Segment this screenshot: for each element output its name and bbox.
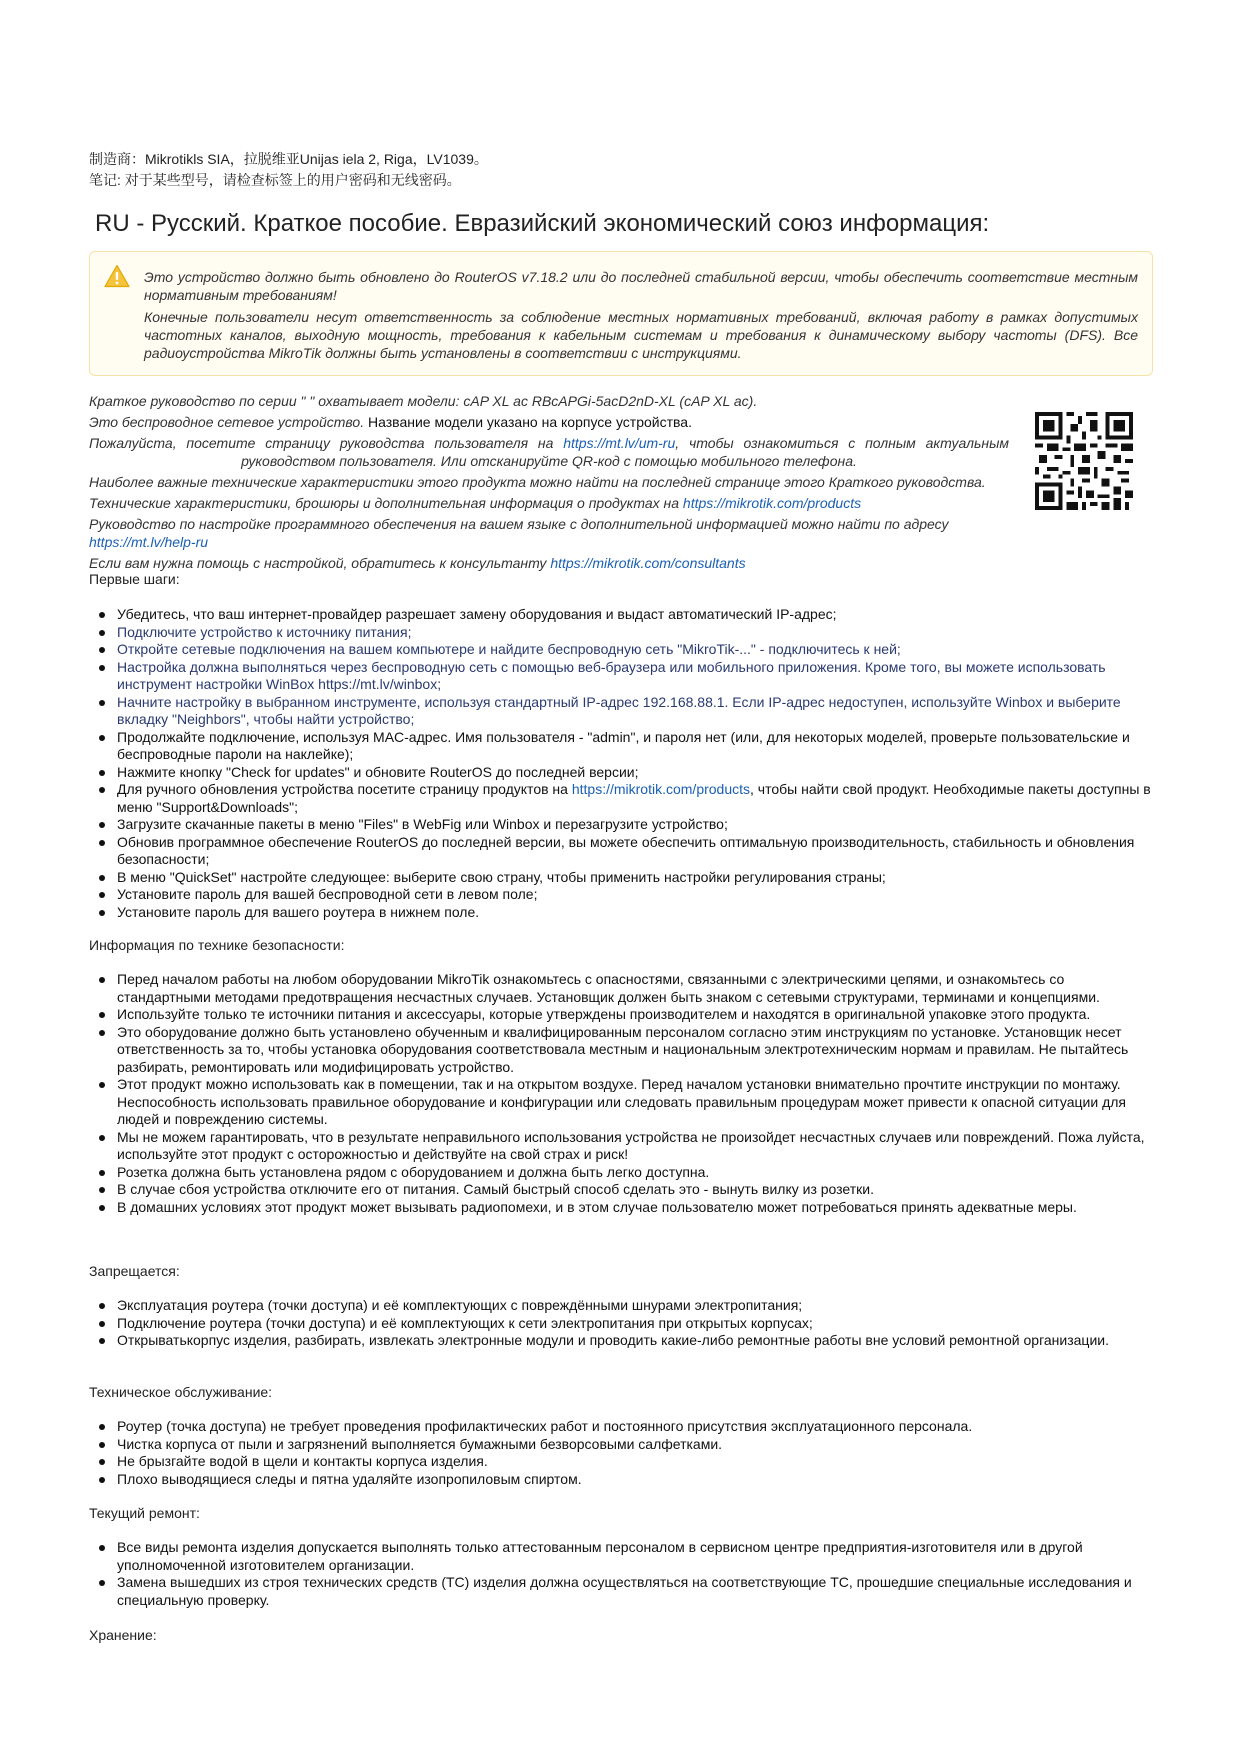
series-note: Краткое руководство по серии " " охватывает модели: cAP XL ac RBcAPGi-5acD2nD-XL (cAP XL ac). bbox=[89, 393, 758, 409]
warning-line-2: Конечные пользователи несут ответственность за соблюдение местных нормативных требований, включая работу в рамках допустимых частотных каналов, выходную мощность, требования к кабельным системам и требования к динамическому выбору частоты (DFS). Все радиоустройства MikroTik должны быть установлены в соответствии с инструкциями. bbox=[144, 309, 1138, 361]
intro-section bbox=[89, 392, 1009, 575]
list-item: Плохо выводящиеся следы и пятна удаляйте изопропиловым спиртом. bbox=[117, 1471, 1154, 1489]
list-item: Обновив программное обеспечение RouterOS до последней версии, вы можете обеспечить оптимальную производительность, стабильность и обновления безопасности; bbox=[117, 834, 1154, 869]
prohibited-heading: Запрещается: bbox=[89, 1263, 180, 1279]
list-item: Все виды ремонта изделия допускается выполнять только аттестованным персоналом в сервисном центре предприятия-изготовителя или в другой уполномоченной изготовителем организации. bbox=[117, 1539, 1154, 1574]
warning-line-1: Это устройство должно быть обновлено до RouterOS v7.18.2 или до последней стабильной версии, чтобы обеспечить соответствие местным нормативным требованиям! bbox=[144, 269, 1138, 303]
list-item: Это оборудование должно быть установлено обученным и квалифицированным персоналом согласно этим инструкциям по установке. Установщик несет ответственность за то, чтобы установка оборудования соответствовала местным и национальным электротехническим нормам и правилам. Не пытайтесь разбирать, ремонтировать или модифицировать устройство. bbox=[117, 1024, 1154, 1077]
first-steps-list bbox=[89, 606, 1154, 921]
list-item: Начните настройку в выбранном инструменте, используя стандартный IP-адрес 192.168.88.1. Если IP-адрес недоступен, используйте Winbox и выберите вкладку "Neighbors", чтобы найти устройство; bbox=[117, 694, 1154, 729]
list-item: Подключение роутера (точки доступа) и её комплектующих к сети электропитания при открытых корпусах; bbox=[117, 1315, 1154, 1333]
device-type-note: Это беспроводное сетевое устройство. Название модели указано на корпусе устройства. bbox=[89, 414, 692, 430]
list-item: Настройка должна выполняться через беспроводную сеть с помощью веб-браузера или мобильного приложения. Кроме того, вы можете использовать инструмент настройки WinBox https://mt.lv/winbox; bbox=[117, 659, 1154, 694]
software-guide-note: Руководство по настройке программного обеспечения на вашем языке с дополнительной информацией можно найти по адресу https://mt.lv/help-ru bbox=[89, 516, 949, 550]
visit-manual-note-line2: руководством пользователя. Или отсканируйте QR-код с помощью мобильного телефона. bbox=[241, 453, 857, 469]
qr-code-icon[interactable] bbox=[1035, 412, 1133, 510]
list-item: В случае сбоя устройства отключите его от питания. Самый быстрый способ сделать это - вынуть вилку из розетки. bbox=[117, 1181, 1154, 1199]
password-note: 笔记: 对于某些型号，请检查标签上的用户密码和无线密码。 bbox=[89, 172, 461, 188]
tech-specs-note: Наиболее важные технические характеристики этого продукта можно найти на последней странице этого Краткого руководства. bbox=[89, 474, 986, 490]
model-name-note: Название модели указано на корпусе устройства. bbox=[368, 414, 692, 430]
warning-text bbox=[144, 268, 1138, 366]
user-manual-link[interactable]: https://mt.lv/um-ru bbox=[563, 435, 676, 451]
repair-heading: Текущий ремонт: bbox=[89, 1505, 200, 1521]
list-item: Роутер (точка доступа) не требует проведения профилактических работ и постоянного присутствия эксплуатационного персонала. bbox=[117, 1418, 1154, 1436]
list-item: Установите пароль для вашего роутера в нижнем поле. bbox=[117, 904, 1154, 922]
warning-panel bbox=[89, 251, 1153, 376]
repair-list bbox=[89, 1539, 1154, 1609]
list-item: Загрузите скачанные пакеты в меню "Files" в WebFig или Winbox и перезагрузите устройство; bbox=[117, 816, 1154, 834]
help-link[interactable]: https://mt.lv/help-ru bbox=[89, 534, 209, 550]
safety-list bbox=[89, 971, 1154, 1216]
manual-update-products-link[interactable]: https://mikrotik.com/products bbox=[571, 781, 751, 797]
maintenance-list bbox=[89, 1418, 1154, 1488]
warning-triangle-icon bbox=[104, 264, 130, 288]
first-steps-heading: Первые шаги: bbox=[89, 571, 180, 587]
page-title: RU - Русский. Краткое пособие. Евразийский экономический союз информация: bbox=[95, 210, 990, 237]
list-item: Продолжайте подключение, используя MAC-адрес. Имя пользователя - "admin", и пароля нет (или, для некоторых моделей, проверьте пользовательские и беспроводные пароли на наклейке); bbox=[117, 729, 1154, 764]
list-item: Убедитесь, что ваш интернет-провайдер разрешает замену оборудования и выдаст автоматический IP-адрес; bbox=[117, 606, 1154, 624]
list-item: Не брызгайте водой в щели и контакты корпуса изделия. bbox=[117, 1453, 1154, 1471]
list-item: В домашних условиях этот продукт может вызывать радиопомехи, и в этом случае пользователю может потребоваться принять адекватные меры. bbox=[117, 1199, 1154, 1217]
list-item: Открыватькорпус изделия, разбирать, извлекать электронные модули и проводить какие-либо ремонтные работы вне условий ремонтной организации. bbox=[117, 1332, 1154, 1350]
prohibited-list bbox=[89, 1297, 1154, 1350]
list-item: Используйте только те источники питания и аксессуары, которые утверждены производителем и находятся в оригинальной упаковке этого продукта. bbox=[117, 1006, 1154, 1024]
list-item: Замена вышедших из строя технических средств (ТС) изделия должна осуществляться на соответствующие ТС, прошедшие специальные исследования и специальную проверку. bbox=[117, 1574, 1154, 1609]
consultant-note: Если вам нужна помощь с настройкой, обратитесь к консультанту https://mikrotik.com/consultants bbox=[89, 555, 746, 571]
list-item: Нажмите кнопку "Check for updates" и обновите RouterOS до последней версии; bbox=[117, 764, 1154, 782]
list-item: Откройте сетевые подключения на вашем компьютере и найдите беспроводную сеть "MikroTik-..." - подключитесь к ней; bbox=[117, 641, 1154, 659]
consultants-link[interactable]: https://mikrotik.com/consultants bbox=[550, 555, 746, 571]
maintenance-heading: Техническое обслуживание: bbox=[89, 1384, 273, 1400]
storage-heading: Хранение: bbox=[89, 1627, 157, 1643]
list-item: Розетка должна быть установлена рядом с оборудованием и должна быть легко доступна. bbox=[117, 1164, 1154, 1182]
list-item: Эксплуатация роутера (точки доступа) и её комплектующих с повреждёнными шнурами электропитания; bbox=[117, 1297, 1154, 1315]
products-link[interactable]: https://mikrotik.com/products bbox=[682, 495, 862, 511]
list-item: Мы не можем гарантировать, что в результате неправильного использования устройства не произойдет несчастных случаев или повреждений. Пожа луйста, используйте этот продукт с осторожностью и действуйте на свой страх и риск! bbox=[117, 1129, 1154, 1164]
safety-heading: Информация по технике безопасности: bbox=[89, 937, 345, 953]
manufacturer-note: 制造商：Mikrotikls SIA，拉脱维亚Unijas iela 2, Riga，LV1039。 bbox=[89, 151, 488, 167]
brochures-note: Технические характеристики, брошюры и дополнительная информация о продуктах на https://mikrotik.com/products bbox=[89, 495, 862, 511]
list-item: Для ручного обновления устройства посетите страницу продуктов на https://mikrotik.com/products, чтобы найти свой продукт. Необходимые пакеты доступны в меню "Support&Downloads"; bbox=[117, 781, 1154, 816]
visit-manual-note: Пожалуйста, посетите страницу руководства пользователя на https://mt.lv/um-ru, чтобы ознакомиться с полным актуальным bbox=[89, 435, 1010, 451]
list-item: Установите пароль для вашей беспроводной сети в левом поле; bbox=[117, 886, 1154, 904]
list-item: Чистка корпуса от пыли и загрязнений выполняется бумажными безворсовыми салфетками. bbox=[117, 1436, 1154, 1454]
list-item: Подключите устройство к источнику питания; bbox=[117, 624, 1154, 642]
list-item: Перед началом работы на любом оборудовании MikroTik ознакомьтесь с опасностями, связанными с электрическими цепями, и ознакомьтесь со стандартными методами предотвращения несчастных случаев. Установщик должен быть знаком с сетевыми структурами, терминами и концепциями. bbox=[117, 971, 1154, 1006]
list-item: Этот продукт можно использовать как в помещении, так и на открытом воздухе. Перед началом установки внимательно прочтите инструкции по монтажу. Неспособность использовать правильное оборудование и конфигурации или следовать правильным процедурам может привести к опасной ситуации для людей и повреждению системы. bbox=[117, 1076, 1154, 1129]
list-item: В меню "QuickSet" настройте следующее: выберите свою страну, чтобы применить настройки регулирования страны; bbox=[117, 869, 1154, 887]
